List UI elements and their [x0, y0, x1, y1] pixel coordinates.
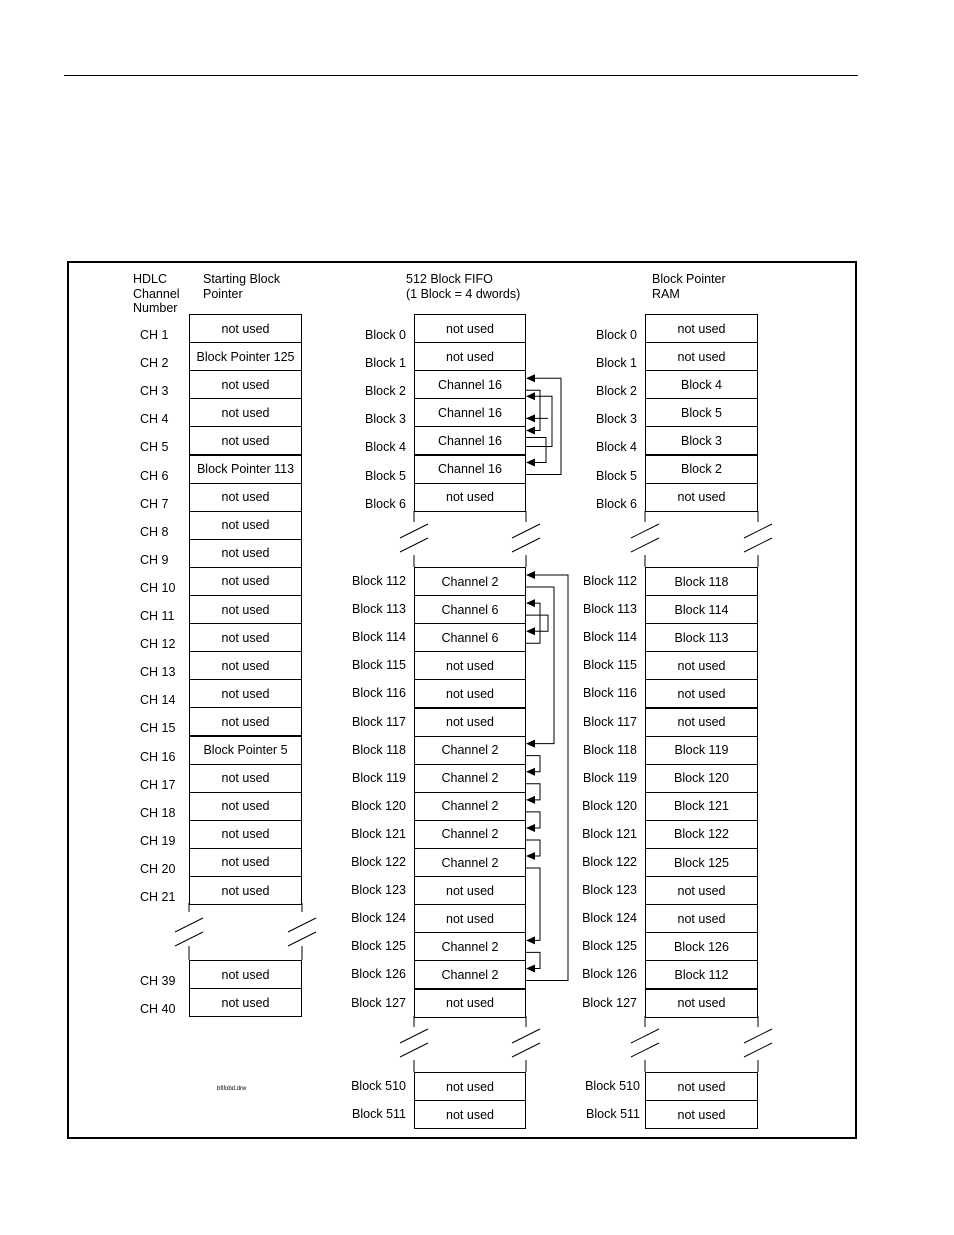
channel-cell: Block Pointer 5 [189, 736, 302, 765]
ram-row-label: Block 5 [596, 468, 637, 483]
ram-cell: Block 4 [645, 370, 758, 399]
fifo-row-label: Block 125 [351, 939, 406, 954]
arrow-head [526, 768, 535, 776]
channel-row-label: CH 12 [140, 637, 176, 652]
ram-cell: not used [645, 708, 758, 737]
ram-row-label: Block 124 [582, 911, 637, 926]
ram-row-label: Block 511 [586, 1107, 640, 1122]
link-arrow [526, 868, 540, 940]
fifo-cell: not used [414, 1100, 526, 1129]
arrow-head [526, 599, 535, 607]
ram-cell: Block 114 [645, 595, 758, 624]
ram-cell: not used [645, 1072, 758, 1101]
ram-row-label: Block 114 [583, 630, 637, 645]
channel-row-label: CH 7 [140, 496, 169, 511]
ram-row-label: Block 118 [583, 742, 637, 757]
ram-cell: Block 126 [645, 932, 758, 961]
ram-row-label: Block 127 [582, 995, 637, 1010]
fifo-cell: not used [414, 1072, 526, 1101]
channel-cell: not used [189, 539, 302, 568]
channel-cell: not used [189, 370, 302, 399]
break-mark [631, 538, 659, 552]
fifo-cell: not used [414, 342, 526, 371]
ram-cell: Block 5 [645, 398, 758, 427]
ram-row-label: Block 125 [582, 939, 637, 954]
break-mark [631, 524, 659, 538]
break-mark [512, 1043, 540, 1057]
fifo-row-label: Block 3 [365, 412, 406, 427]
fifo-cell: Channel 2 [414, 764, 526, 793]
channel-row-label: CH 20 [140, 861, 176, 876]
ram-cell: Block 3 [645, 426, 758, 455]
fifo-row-label: Block 0 [365, 328, 406, 343]
channel-cell: not used [189, 567, 302, 596]
arrow-head [526, 414, 535, 422]
fifo-cell: Channel 2 [414, 736, 526, 765]
ram-cell: Block 119 [645, 736, 758, 765]
channel-row-label: CH 3 [140, 384, 169, 399]
break-mark [744, 1043, 772, 1057]
fifo-row-label: Block 4 [365, 440, 406, 455]
ram-cell: not used [645, 679, 758, 708]
break-mark [631, 1029, 659, 1043]
fifo-cell: Channel 16 [414, 455, 526, 484]
channel-row-label: CH 9 [140, 552, 169, 567]
fifo-cell: Channel 2 [414, 848, 526, 877]
fifo-row-label: Block 6 [365, 496, 406, 511]
fifo-row-label: Block 118 [352, 742, 406, 757]
arrow-head [526, 627, 535, 635]
ram-cell: not used [645, 989, 758, 1018]
channel-cell: not used [189, 848, 302, 877]
ram-row-label: Block 4 [596, 440, 637, 455]
link-arrow [526, 575, 568, 980]
arrow-head [526, 571, 535, 579]
fifo-row-label: Block 114 [352, 630, 406, 645]
channel-row-label: CH 17 [140, 777, 176, 792]
fifo-cell: not used [414, 483, 526, 512]
ram-row-label: Block 0 [596, 328, 637, 343]
fifo-row-label: Block 1 [365, 356, 406, 371]
fifo-cell: not used [414, 989, 526, 1018]
ram-row-label: Block 112 [583, 574, 637, 589]
break-mark [744, 1029, 772, 1043]
fifo-row-label: Block 119 [352, 770, 406, 785]
fifo-cell: Channel 2 [414, 792, 526, 821]
fifo-row-label: Block 510 [351, 1079, 406, 1094]
ram-cell: Block 112 [645, 960, 758, 989]
fifo-row-label: Block 120 [351, 798, 406, 813]
ram-row-label: Block 3 [596, 412, 637, 427]
break-mark [631, 1043, 659, 1057]
arrow-head [526, 374, 535, 382]
channel-row-label: CH 19 [140, 833, 176, 848]
channel-cell: Block Pointer 125 [189, 342, 302, 371]
arrow-head [526, 852, 535, 860]
ram-cell: not used [645, 483, 758, 512]
channel-row-label: CH 15 [140, 721, 176, 736]
ram-row-label: Block 121 [582, 826, 637, 841]
fifo-cell: not used [414, 708, 526, 737]
channel-row-label: CH 1 [140, 328, 169, 343]
channel-cell: not used [189, 511, 302, 540]
ram-cell: not used [645, 342, 758, 371]
channel-row-label: CH 13 [140, 665, 176, 680]
ram-row-label: Block 2 [596, 384, 637, 399]
ram-cell: Block 118 [645, 567, 758, 596]
fifo-cell: not used [414, 651, 526, 680]
channel-row-label: CH 21 [140, 890, 176, 905]
fifo-row-label: Block 5 [365, 468, 406, 483]
arrow-head [526, 824, 535, 832]
break-mark [512, 538, 540, 552]
ram-cell: Block 125 [645, 848, 758, 877]
ram-row-label: Block 113 [583, 602, 637, 617]
fifo-cell: Channel 16 [414, 370, 526, 399]
channel-row-label: CH 5 [140, 440, 169, 455]
channel-row-label: CH 10 [140, 580, 176, 595]
break-mark [744, 538, 772, 552]
fifo-cell: not used [414, 679, 526, 708]
break-mark [512, 1029, 540, 1043]
channel-row-label: CH 16 [140, 749, 176, 764]
arrow-head [526, 426, 535, 434]
break-mark [175, 918, 203, 932]
fifo-row-label: Block 123 [351, 883, 406, 898]
break-mark [288, 918, 316, 932]
fifo-cell: Channel 2 [414, 960, 526, 989]
ram-cell: not used [645, 651, 758, 680]
channel-cell: not used [189, 651, 302, 680]
fifo-cell: Channel 2 [414, 567, 526, 596]
link-arrow [526, 615, 548, 631]
fifo-cell: not used [414, 876, 526, 905]
ram-row-label: Block 119 [583, 770, 637, 785]
channel-cell: not used [189, 764, 302, 793]
link-arrow [526, 437, 546, 462]
fifo-header: 512 Block FIFO (1 Block = 4 dwords) [406, 272, 521, 301]
arrow-head [526, 796, 535, 804]
channel-cell: not used [189, 876, 302, 905]
channel-cell: not used [189, 483, 302, 512]
ram-row-label: Block 122 [582, 855, 637, 870]
link-arrow [526, 396, 552, 446]
fifo-cell: Channel 2 [414, 820, 526, 849]
fifo-row-label: Block 121 [351, 826, 406, 841]
break-mark [400, 538, 428, 552]
channel-cell: not used [189, 398, 302, 427]
channel-cell: not used [189, 623, 302, 652]
channel-row-label: CH 4 [140, 412, 169, 427]
link-arrow [526, 378, 561, 474]
channel-row-label: CH 2 [140, 356, 169, 371]
channel-row-label: CH 40 [140, 1002, 176, 1017]
ram-row-label: Block 126 [582, 967, 637, 982]
drawing-filename: bfifobd.drw [217, 1086, 247, 1092]
ram-row-label: Block 123 [582, 883, 637, 898]
channel-row-label: CH 39 [140, 974, 176, 989]
channel-row-label: CH 18 [140, 805, 176, 820]
channel-row-label: CH 11 [140, 609, 175, 624]
fifo-row-label: Block 117 [352, 714, 406, 729]
ram-cell: not used [645, 1100, 758, 1129]
ram-cell: Block 2 [645, 455, 758, 484]
ram-row-label: Block 115 [583, 658, 637, 673]
channel-cell: not used [189, 792, 302, 821]
fifo-row-label: Block 511 [352, 1107, 406, 1122]
fifo-row-label: Block 126 [351, 967, 406, 982]
ram-cell: not used [645, 314, 758, 343]
ram-cell: not used [645, 904, 758, 933]
channel-cell: not used [189, 960, 302, 989]
fifo-row-label: Block 124 [351, 911, 406, 926]
fifo-cell: Channel 16 [414, 398, 526, 427]
fifo-cell: Channel 2 [414, 932, 526, 961]
channel-cell: not used [189, 988, 302, 1017]
fifo-cell: not used [414, 904, 526, 933]
ram-row-label: Block 120 [582, 798, 637, 813]
fifo-row-label: Block 127 [351, 995, 406, 1010]
break-mark [400, 524, 428, 538]
ram-row-label: Block 1 [596, 356, 637, 371]
starting-block-pointer-header: Starting Block Pointer [203, 272, 281, 301]
break-mark [175, 932, 203, 946]
ram-cell: Block 121 [645, 792, 758, 821]
fifo-cell: Channel 16 [414, 426, 526, 455]
fifo-cell: Channel 6 [414, 595, 526, 624]
channel-cell: Block Pointer 113 [189, 455, 302, 484]
fifo-row-label: Block 2 [365, 384, 406, 399]
arrow-head [526, 392, 535, 400]
break-mark [400, 1029, 428, 1043]
fifo-cell: not used [414, 314, 526, 343]
channel-cell: not used [189, 679, 302, 708]
block-pointer-ram-header: Block Pointer RAM [652, 272, 726, 301]
fifo-row-label: Block 113 [352, 602, 406, 617]
ram-cell: Block 120 [645, 764, 758, 793]
ram-row-label: Block 6 [596, 496, 637, 511]
ram-row-label: Block 117 [583, 714, 637, 729]
channel-cell: not used [189, 707, 302, 736]
arrow-head [526, 459, 535, 467]
arrow-head [526, 740, 535, 748]
channel-cell: not used [189, 314, 302, 343]
break-mark [288, 932, 316, 946]
fifo-row-label: Block 112 [352, 574, 406, 589]
link-arrow [526, 603, 540, 643]
ram-cell: Block 113 [645, 623, 758, 652]
break-mark [400, 1043, 428, 1057]
fifo-row-label: Block 115 [352, 658, 406, 673]
arrow-head [526, 964, 535, 972]
channel-row-label: CH 6 [140, 468, 169, 483]
channel-cell: not used [189, 820, 302, 849]
ram-cell: not used [645, 876, 758, 905]
channel-row-label: CH 8 [140, 524, 169, 539]
arrow-head [526, 936, 535, 944]
fifo-cell: Channel 6 [414, 623, 526, 652]
ram-cell: Block 122 [645, 820, 758, 849]
hdlc-channel-header: HDLC Channel Number [133, 272, 180, 315]
ram-row-label: Block 510 [585, 1079, 640, 1094]
channel-cell: not used [189, 426, 302, 455]
break-mark [512, 524, 540, 538]
channel-row-label: CH 14 [140, 693, 176, 708]
channel-cell: not used [189, 595, 302, 624]
break-mark [744, 524, 772, 538]
fifo-row-label: Block 116 [352, 686, 406, 701]
ram-row-label: Block 116 [583, 686, 637, 701]
fifo-row-label: Block 122 [351, 855, 406, 870]
